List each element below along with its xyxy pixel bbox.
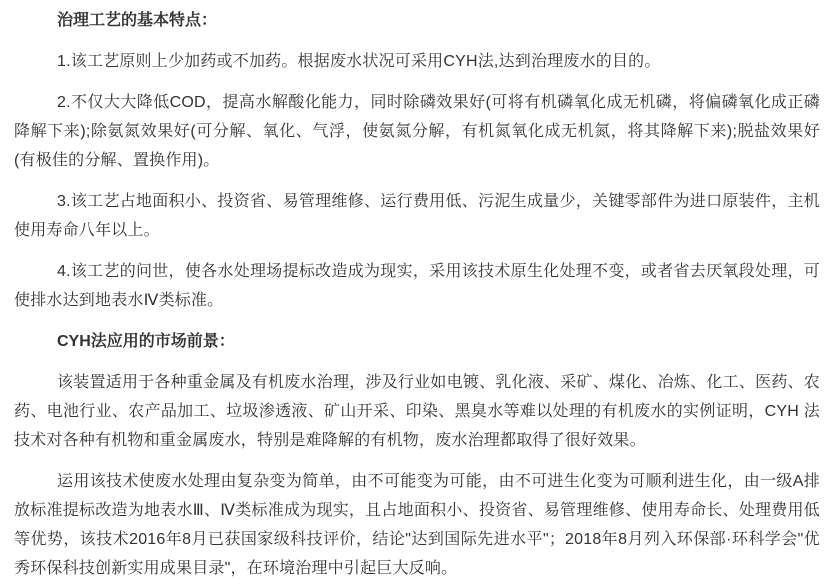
paragraph-market-1: 该装置适用于各种重金属及有机废水治理，涉及行业如电镀、乳化液、采矿、煤化、冶炼、化工、医药、农药、电池行业、农产品加工、垃圾渗透液、矿山开采、印染、黑臭水等难以处理的有机废水的实例证明，CYH 法技术对各种有机物和重金属废水，特别是难降解的有机物，废水治理都取得了很好效果。: [14, 374, 820, 449]
paragraph-feature-1: 1.该工艺原则上少加药或不加药。根据废水状况可采用CYH法,达到治理废水的目的。: [57, 53, 661, 70]
section-heading-market-prospects: CYH法应用的市场前景：: [57, 333, 235, 350]
paragraph-feature-3: 3.该工艺占地面积小、投资省、易管理维修、运行费用低、污泥生成量少，关键零部件为进口原装件，主机使用寿命八年以上。: [14, 193, 820, 239]
paragraph-feature-4: 4.该工艺的问世，使各水处理场提标改造成为现实，采用该技术原生化处理不变，或者省去厌氧段处理，可使排水达到地表水Ⅳ类标准。: [14, 263, 820, 309]
paragraph-feature-2: 2.不仅大大降低COD，提高水解酸化能力，同时除磷效果好(可将有机磷氧化成无机磷，将偏磷氧化成正磷降解下来);除氨氮效果好(可分解、氧化、气浮，使氨氮分解，有机氮氧化成无机氮，将其降解下来);脱盐效果好(有极佳的分解、置换作用)。: [14, 94, 820, 169]
paragraph-market-2: 运用该技术使废水处理由复杂变为简单，由不可能变为可能，由不可进生化变为可顺利进生化，由一级A排放标准提标改造为地表水Ⅲ、Ⅳ类标准成为现实，且占地面积小、投资省、易管理维修、使用寿命长、处理费用低等优势，该技术2016年8月已获国家级科技评价，结论"达到国际先进水平"；2018年8月列入环保部·环科学会"优秀环保科技创新实用成果目录"，在环境治理中引起巨大反响。: [14, 473, 820, 577]
section-heading-process-features: 治理工艺的基本特点：: [57, 12, 218, 29]
